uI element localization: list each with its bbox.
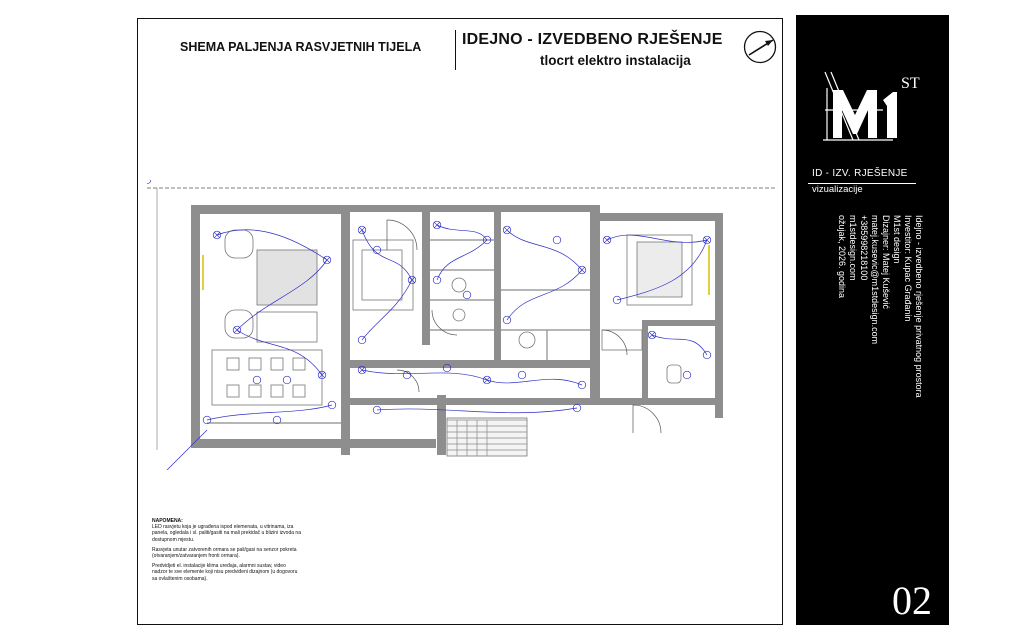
project-investor: Investitor: Kupac Građanin <box>903 215 913 322</box>
project-description: Idejno - izvedbeno rješenje privatnog prostora <box>914 215 924 398</box>
project-info <box>814 215 924 415</box>
panel-title: ID - IZV. RJEŠENJE <box>812 168 908 179</box>
project-date: ožujak, 2026. godina <box>837 215 847 299</box>
designer-email: matej.kusevic@m1stdesign.com <box>870 215 880 345</box>
panel-subtitle: vizualizacije <box>812 184 863 195</box>
drawing-title-secondary: tlocrt elektro instalacija <box>540 53 691 68</box>
note-led: LED rasvjetu koja je ugrađena ispod elemenata, u vitrinama, iza panela, ogledala i sl. paliti/gasiti na mali prekidač u blizini izvoda na dostupnom mjestu. <box>152 524 301 543</box>
page-number: 02 <box>892 578 932 623</box>
title-separator <box>455 30 456 70</box>
m1st-logo <box>823 70 933 150</box>
company-name: M1st design <box>892 215 902 264</box>
floor-plan <box>147 180 777 470</box>
drawing-title: IDEJNO - IZVEDBENO RJEŠENJE <box>462 31 723 48</box>
company-website: m1stdesign.com <box>848 215 858 281</box>
notes-heading: NAPOMENA: <box>152 518 183 524</box>
note-wardrobe: Rasvjeta unutar zatvorenih ormara se pali/gasi na senzor pokreta (otvaranjem/zatvaranjem fronti ormara). <box>152 546 297 560</box>
note-installations: Predvidjeti el. instalacije klima uređaja, alarmni sustav, video nadzor te sve elemente koji nisu predviđeni dizajnom (u dogovoru sa ovlaštenim osobama). <box>152 563 298 582</box>
title-block-panel <box>796 15 949 625</box>
designer-name: Dizajner: Matej Kušević <box>881 215 891 310</box>
drawing-subtitle: SHEMA PALJENJA RASVJETNIH TIJELA <box>180 40 422 54</box>
north-arrow-icon <box>742 29 778 65</box>
notes-block <box>152 518 302 586</box>
logo-superscript: ST <box>901 75 920 92</box>
designer-phone: +385998218100 <box>859 215 869 281</box>
